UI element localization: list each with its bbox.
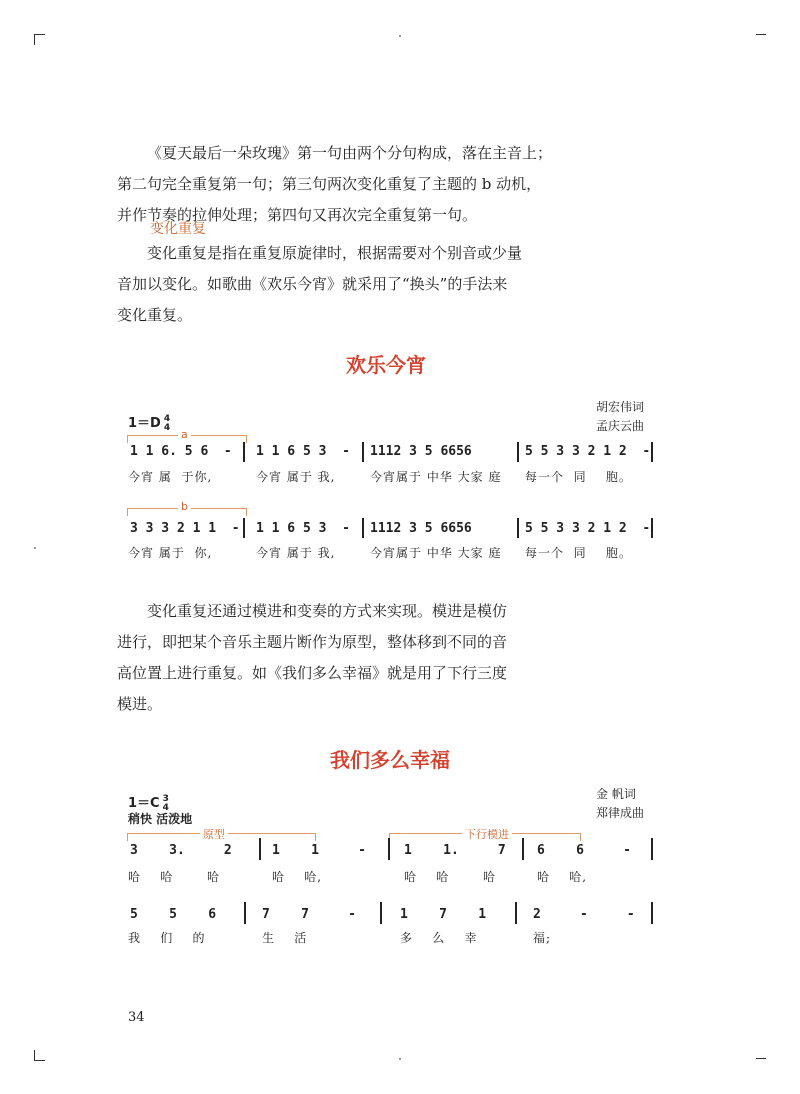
barline <box>517 518 519 538</box>
paragraph-sequence-explanation <box>117 596 527 720</box>
barline <box>243 518 245 538</box>
barline <box>651 838 653 860</box>
registration-dot <box>34 547 36 549</box>
text-line: 进行，即把某个音乐主题片断作为原型，整体移到不同的音 <box>117 633 508 651</box>
motif-label-b: b <box>178 500 191 513</box>
song-credits <box>596 398 644 436</box>
key-signature <box>128 412 170 433</box>
text-line: 变化重复。 <box>117 306 193 324</box>
barline <box>651 518 653 538</box>
lyrics: 今宵 属于 你, <box>128 546 213 560</box>
lyrics: 今宵属于 中华 大家 庭 <box>370 470 502 484</box>
crop-mark-top-right <box>756 34 766 36</box>
registration-dot <box>399 1058 401 1060</box>
lyrics: 多 么 幸 <box>400 931 478 945</box>
key-label: 1＝C <box>128 796 160 811</box>
time-top: 3 <box>162 793 169 804</box>
barline <box>651 442 653 462</box>
lyrics: 我 们 的 <box>128 931 206 945</box>
barline <box>651 902 653 924</box>
measure: 6 6 - <box>537 843 631 858</box>
lyrics: 哈 哈 哈 <box>404 870 496 884</box>
text-line: 并作节奏的拉伸处理；第四句又再次完全重复第一句。 <box>117 206 478 224</box>
lyrics: 生 活 <box>262 931 308 945</box>
prototype-label: 原型 <box>200 826 228 842</box>
measure: 5 5 3 3 2 1 2 - <box>525 444 651 459</box>
crop-mark-top-left <box>34 34 45 45</box>
time-signature <box>164 415 170 433</box>
measure: 2 - - <box>533 907 635 922</box>
lyrics: 哈 哈 哈 <box>128 870 220 884</box>
barline <box>362 518 364 538</box>
barline <box>362 442 364 462</box>
crop-mark-bottom-left <box>34 1050 45 1061</box>
page-number: 34 <box>128 1010 145 1025</box>
registration-dot <box>399 35 401 37</box>
measure: 5 5 3 3 2 1 2 - <box>525 521 651 536</box>
lyrics: 每一个 同 胞。 <box>525 546 632 560</box>
lyrics: 每一个 同 胞。 <box>525 470 632 484</box>
song-title: 欢乐今宵 <box>346 353 426 377</box>
barline <box>259 838 261 860</box>
time-bottom: 4 <box>163 422 171 433</box>
barline <box>243 442 245 462</box>
barline <box>380 902 382 924</box>
measure: 1 7 1 <box>400 907 487 922</box>
time-top: 4 <box>163 413 171 424</box>
paragraph-variation-definition <box>117 238 527 331</box>
text-line: 模进。 <box>117 695 163 713</box>
lyrics: 哈 哈, <box>272 870 323 884</box>
measure: 1 1. 7 <box>404 843 506 858</box>
barline <box>244 902 246 924</box>
lyrics: 今宵 属于 我, <box>256 470 336 484</box>
lyricist: 胡宏伟词 <box>596 400 645 414</box>
key-label: 1＝D <box>128 416 161 431</box>
measure: 1 1 6 5 3 - <box>256 444 350 459</box>
barline <box>522 838 524 860</box>
text-line: 第二句完全重复第一句；第三句两次变化重复了主题的 b 动机， <box>117 175 542 193</box>
lyrics: 今宵 属于 我, <box>256 546 336 560</box>
composer: 孟庆云曲 <box>596 419 645 433</box>
measure: 1112 3 5 6656 <box>370 521 472 536</box>
subheading-variation-repeat: 变化重复 <box>150 221 206 237</box>
measure: 1 1 6 5 3 - <box>256 521 350 536</box>
barline <box>515 902 517 924</box>
measure: 1 1 6. 5 6 - <box>130 444 232 459</box>
crop-mark-bottom-right <box>756 1058 766 1060</box>
lyrics: 今宵属于 中华 大家 庭 <box>370 546 502 560</box>
motif-label-a: a <box>178 428 191 441</box>
lyrics: 福; <box>533 931 552 945</box>
text-line: 变化重复还通过模进和变奏的方式来实现。模进是模仿 <box>147 602 508 620</box>
text-line: 变化重复是指在重复原旋律时，根据需要对个别音或少量 <box>147 244 523 262</box>
measure: 7 7 - <box>262 907 356 922</box>
lyricist: 金 帆词 <box>596 787 636 801</box>
measure: 3 3 3 2 1 1 - <box>130 521 240 536</box>
lyrics: 哈 哈, <box>537 870 588 884</box>
barline <box>388 838 390 860</box>
measure: 1 1 - <box>272 843 366 858</box>
tempo-marking: 稍快 活泼地 <box>128 812 193 826</box>
measure: 3 3. 2 <box>130 843 232 858</box>
song-credits <box>596 785 644 823</box>
sequence-label: 下行模进 <box>462 826 512 842</box>
song-title: 我们多么幸福 <box>330 748 450 772</box>
text-line: 《夏天最后一朵玫瑰》第一句由两个分句构成，落在主音上； <box>147 144 553 162</box>
measure: 1112 3 5 6656 <box>370 444 472 459</box>
measure: 5 5 6 <box>130 907 217 922</box>
composer: 郑律成曲 <box>596 806 645 820</box>
barline <box>517 442 519 462</box>
text-line: 音加以变化。如歌曲《欢乐今宵》就采用了“换头”的手法来 <box>117 275 508 293</box>
lyrics: 今宵 属 于你, <box>128 470 213 484</box>
text-line: 高位置上进行重复。如《我们多么幸福》就是用了下行三度 <box>117 664 508 682</box>
time-bottom: 4 <box>162 802 169 813</box>
